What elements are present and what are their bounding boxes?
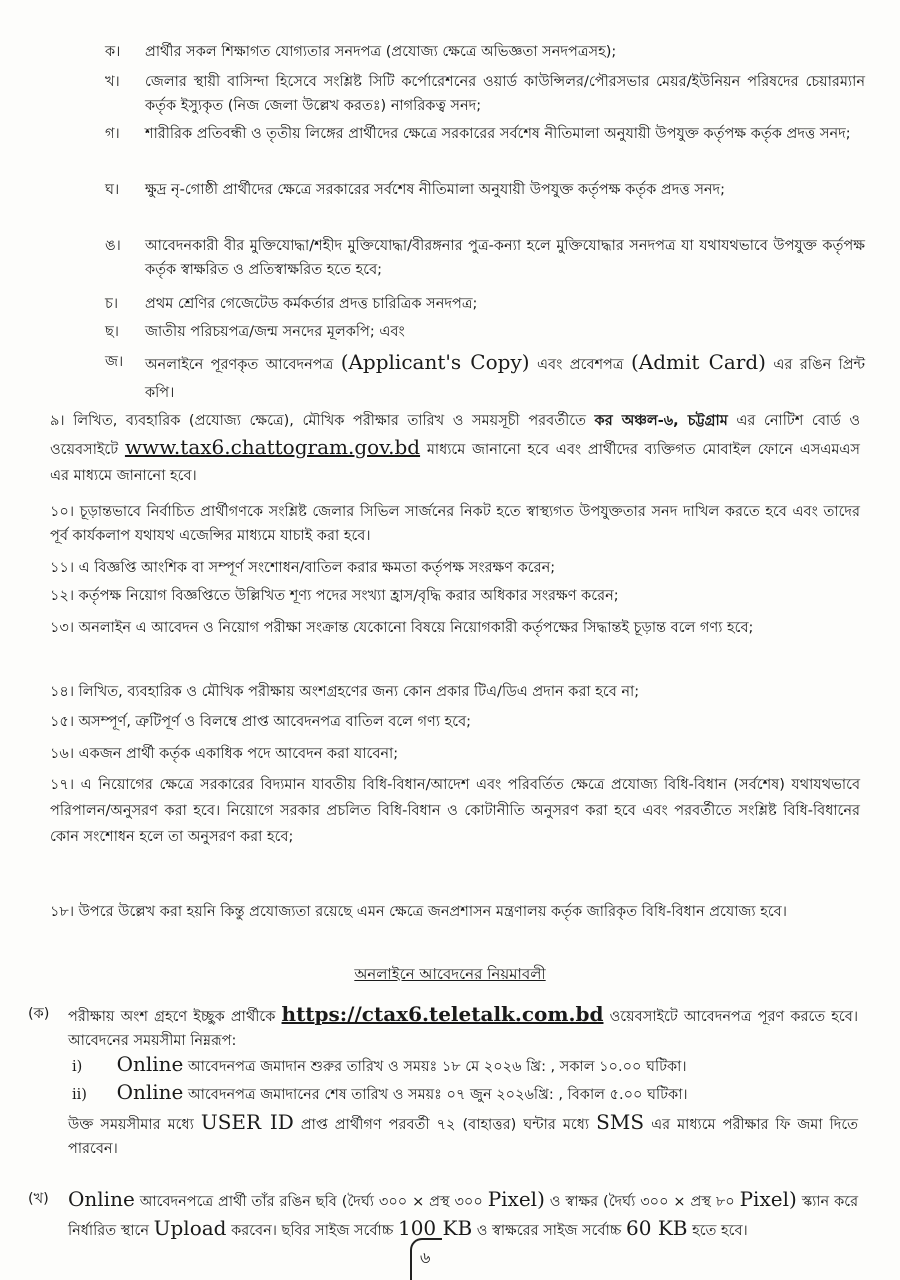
item-number: ১৬। <box>50 746 75 762</box>
sub-item-label: চ। <box>105 296 119 312</box>
fee-note <box>68 1110 858 1161</box>
item-text: এ নিয়োগের ক্ষেত্রে সরকারের বিদ্যমান যাবতীয় বিধি-বিধান/আদেশ এবং পরিবর্তিত ক্ষেত্রে প্রযোজ্য বিধি-বিধান (সর্বশেষ) যথাযথভাবে পরিপালন/অনুসরণ করা হবে। নিয়োগে সরকার প্রচলিত বিধি-বিধান ও কোটানীতি অনুসরণ করা হবে এবং পরবর্তীতে সংশ্লিষ্ট বিধি-বিধানের কোন সংশোধন হলে তা অনুসরণ করা হবে; <box>50 777 861 845</box>
sub-item-text: আবেদনকারী বীর মুক্তিযোদ্ধা/শহীদ মুক্তিযোদ্ধা/বীরঙ্গনার পুত্র-কন্যা হলে মুক্তিযোদ্ধার সনদপত্র যা যথাযথভাবে উপযুক্ত কর্তৃপক্ষ কর্তৃক স্বাক্ষরিত ও প্রতিস্বাক্ষরিত হতে হবে; <box>145 238 865 278</box>
rule-text: স্ক্যান করে নির্ধারিত স্থানে <box>68 1194 859 1239</box>
sub-item-label: ঘ। <box>105 182 120 198</box>
sub-item-label: জ। <box>105 354 124 370</box>
teletalk-website-link[interactable]: https://ctax6.teletalk.com.bd <box>281 1002 604 1026</box>
item-text: লিখিত, ব্যবহারিক (প্রযোজ্য ক্ষেত্রে), মৌখিক পরীক্ষার তারিখ ও সময়সূচী পরবর্তীতে <box>73 413 586 429</box>
sub-item-text: প্রার্থীর সকল শিক্ষাগত যোগ্যতার সনদপত্র (প্রযোজ্য ক্ষেত্রে অভিজ্ঞতা সনদপত্রসহ); <box>145 44 617 60</box>
rule-text: ওয়েবসাইটে আবেদনপত্র পূরণ করতে হবে। আবেদনের সময়সীমা নিম্নরূপ: <box>68 1009 859 1049</box>
schedule-text: আবেদনপত্র জমাদানের শেষ তারিখ ও সময়ঃ ০৭ জুন ২০২৬খ্রি: , বিকাল ৫.০০ ঘটিকা। <box>188 1087 688 1103</box>
schedule-online-text: Online <box>116 1052 184 1076</box>
sub-item-text: প্রথম শ্রেণির গেজেটেড কর্মকর্তার প্রদত্ত চারিত্রিক সনদপত্র; <box>145 296 478 312</box>
numbered-item-12 <box>50 584 860 608</box>
item-text: একজন প্রার্থী কর্তৃক একাধিক পদে আবেদন করা যাবেনা; <box>78 746 399 762</box>
sub-item-nga <box>105 234 865 282</box>
rule-text: আবেদনপত্রে প্রার্থী তাঁর রঙিন ছবি (দৈর্ঘ্য ৩০০ × প্রস্থ ৩০০ <box>139 1194 483 1210</box>
rule-label: (ক) <box>28 1006 50 1022</box>
numbered-item-17 <box>50 772 860 850</box>
schedule-label: ii) <box>72 1087 87 1103</box>
schedule-online-text: Online <box>116 1080 184 1104</box>
signature-size-text: 60 KB <box>626 1216 688 1240</box>
item-text: মাধ্যমে জানানো হবে এবং প্রার্থীদের ব্যক্তিগত মোবাইল ফোনে এসএমএস এর মাধ্যমে জানানো হবে। <box>50 442 861 484</box>
item-number: ১৪। <box>50 684 75 700</box>
sub-item-label: ক। <box>105 44 121 60</box>
rule-text: হতে হবে। <box>692 1223 748 1239</box>
item-number: ১৩। <box>50 620 75 636</box>
schedule-text: আবেদনপত্র জমাদান শুরুর তারিখ ও সময়ঃ ১৮ মে ২০২৬ খ্রি: , সকাল ১০.০০ ঘটিকা। <box>188 1059 687 1075</box>
online-rule-kha <box>28 1186 858 1244</box>
note-text: প্রাপ্ত প্রার্থীগণ পরবর্তী ৭২ (বাহাত্তর) ঘন্টার মধ্যে <box>300 1117 590 1133</box>
item-number: ১৫। <box>50 714 75 730</box>
page-number: ৬ <box>420 1248 431 1267</box>
rule-text: পরীক্ষায় অংশ গ্রহণে ইচ্ছুক প্রার্থীকে <box>68 1009 276 1025</box>
online-rule-ka <box>28 1002 858 1053</box>
upload-text: Upload <box>153 1216 227 1240</box>
rule-text: ও স্বাক্ষর (দৈর্ঘ্য ৩০০ × প্রস্থ ৮০ <box>549 1194 735 1210</box>
item-text: অসম্পূর্ণ, ত্রুটিপূর্ণ ও বিলম্বে প্রাপ্ত আবেদনপত্র বাতিল বলে গণ্য হবে; <box>78 714 472 730</box>
applicant-copy-text: (Applicant's Copy) <box>340 350 530 374</box>
tax-zone-name: কর অঞ্চল-৬, চট্টগ্রাম <box>594 413 728 429</box>
sub-item-ka <box>105 40 865 64</box>
item-number: ১১। <box>50 560 75 576</box>
sub-item-text: জেলার স্থায়ী বাসিন্দা হিসেবে সংশ্লিষ্ট সিটি কর্পোরেশনের ওয়ার্ড কাউন্সিলর/পৌরসভার মেয়র/ইউনিয়ন পরিষদের চেয়ারম্যান কর্তৃক ইস্যুকৃত (নিজ জেলা উল্লেখ করতঃ) নাগরিকত্ব সনদ; <box>145 74 865 114</box>
item-number: ১০। <box>50 504 75 520</box>
item-number: ৯। <box>50 413 65 429</box>
schedule-label: i) <box>72 1059 83 1075</box>
sub-item-label: গ। <box>105 126 120 142</box>
item-text: কর্তৃপক্ষ নিয়োগ বিজ্ঞপ্তিতে উল্লিখিত শূণ্য পদের সংখ্যা হ্রাস/বৃদ্ধি করার অধিকার সংরক্ষণ করেন; <box>78 588 619 604</box>
note-text: উক্ত সময়সীমার মধ্যে <box>68 1117 194 1133</box>
sub-item-cha <box>105 292 865 316</box>
numbered-item-13 <box>50 616 860 640</box>
sub-item-gha <box>105 178 865 202</box>
item-text: এ বিজ্ঞপ্তি আংশিক বা সম্পূর্ণ সংশোধন/বাতিল করার ক্ষমতা কর্তৃপক্ষ সংরক্ষণ করেন; <box>78 560 556 576</box>
item-text: উপরে উল্লেখ করা হয়নি কিন্তু প্রযোজ্যতা রয়েছে এমন ক্ষেত্রে জনপ্রশাসন মন্ত্রণালয় কর্তৃক জারিকৃত বিধি-বিধান প্রযোজ্য হবে। <box>78 904 787 920</box>
item-text: লিখিত, ব্যবহারিক ও মৌখিক পরীক্ষায় অংশগ্রহণের জন্য কোন প্রকার টিএ/ডিএ প্রদান করা হবে না; <box>78 684 640 700</box>
pixel-text: Pixel) <box>487 1187 545 1211</box>
rule-label: (খ) <box>28 1191 49 1207</box>
sub-item-text: শারীরিক প্রতিবন্ধী ও তৃতীয় লিঙ্গের প্রার্থীদের ক্ষেত্রে সরকারের সর্বশেষ নীতিমালা অনুযায়ী উপযুক্ত কর্তৃপক্ষ কর্তৃক প্রদত্ত সনদ; <box>145 126 851 142</box>
sms-text: SMS <box>596 1110 645 1134</box>
photo-size-text: 100 KB <box>397 1216 473 1240</box>
sub-item-kha <box>105 70 865 118</box>
sub-item-chha <box>105 320 865 344</box>
numbered-item-9 <box>50 408 860 489</box>
numbered-item-18 <box>50 900 860 924</box>
tax-website-link[interactable]: www.tax6.chattogram.gov.bd <box>124 435 421 459</box>
sub-item-ga <box>105 122 865 146</box>
sub-item-text: জাতীয় পরিচয়পত্র/জন্ম সনদের মূলকপি; এবং <box>145 324 405 340</box>
sub-item-label: ঙ। <box>105 238 121 254</box>
numbered-item-16 <box>50 742 860 766</box>
sub-item-text: অনলাইনে পূরণকৃত আবেদনপত্র <box>145 357 334 373</box>
sub-item-ja <box>105 348 865 407</box>
numbered-item-14 <box>50 680 860 704</box>
item-text: চূড়ান্তভাবে নির্বাচিত প্রার্থীগণকে সংশ্লিষ্ট জেলার সিভিল সার্জনের নিকট হতে স্বাস্থ্যগত উপযুক্ততার সনদ দাখিল করতে হবে এবং তাদের পূর্ব কার্যকলাপ যথাযথ এজেন্সির মাধ্যমে যাচাই করা হবে। <box>50 504 861 544</box>
sub-item-label: খ। <box>105 74 120 90</box>
numbered-item-11 <box>50 556 860 580</box>
sub-item-text: ক্ষুদ্র নৃ-গোষ্ঠী প্রার্থীদের ক্ষেত্রে সরকারের সর্বশেষ নীতিমালা অনুযায়ী উপযুক্ত কর্তৃপক্ষ কর্তৃক প্রদত্ত সনদ; <box>145 182 726 198</box>
item-number: ১৮। <box>50 904 75 920</box>
admit-card-text: (Admit Card) <box>630 350 766 374</box>
item-number: ১২। <box>50 588 75 604</box>
sub-item-label: ছ। <box>105 324 119 340</box>
online-text: Online <box>68 1187 135 1211</box>
sub-item-text: এবং প্রবেশপত্র <box>536 357 624 373</box>
page-number-mark <box>410 1238 442 1280</box>
online-rules-heading: অনলাইনে আবেদনের নিয়মাবলী <box>354 965 546 983</box>
sub-item-text: এর রঙিন প্রিন্ট কপি। <box>145 357 866 401</box>
user-id-text: USER ID <box>200 1110 294 1134</box>
pixel-text: Pixel) <box>739 1187 797 1211</box>
item-text: এর নোটিশ বোর্ড ও ওয়েবসাইটে <box>50 413 861 458</box>
numbered-item-10 <box>50 500 860 548</box>
rule-text: করবেন। ছবির সাইজ সর্বোচ্চ <box>231 1223 394 1239</box>
item-number: ১৭। <box>50 777 75 793</box>
item-text: অনলাইন এ আবেদন ও নিয়োগ পরীক্ষা সংক্রান্ত যেকোনো বিষয়ে নিয়োগকারী কর্তৃপক্ষের সিদ্ধান্তই চূড়ান্ত বলে গণ্য হবে; <box>78 620 754 636</box>
rule-text: ও স্বাক্ষরের সাইজ সর্বোচ্চ <box>476 1223 622 1239</box>
numbered-item-15 <box>50 710 860 734</box>
schedule-end <box>72 1080 862 1107</box>
note-text: এর মাধ্যমে পরীক্ষার ফি জমা দিতে পারবেন। <box>68 1117 859 1157</box>
schedule-start <box>72 1052 862 1079</box>
